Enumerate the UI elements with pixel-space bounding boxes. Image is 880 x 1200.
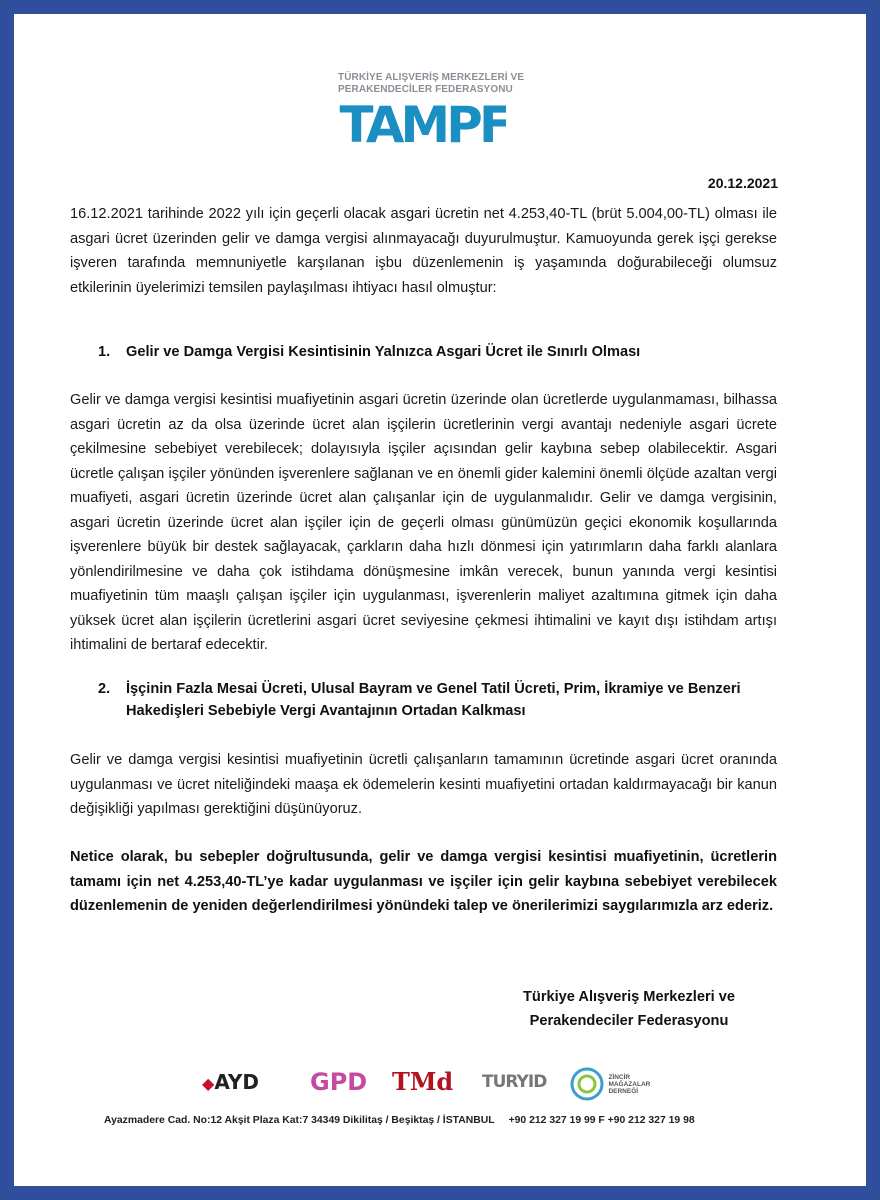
letter-page (14, 14, 866, 1186)
zmd-line3: DERNEĞİ (608, 1087, 639, 1095)
intro-paragraph: 16.12.2021 tarihinde 2022 yılı için geçerli olacak asgari ücretin net 4.253,40-TL (brüt 5.004,00-TL) olması ile asgari ücret üzerinden gelir ve damga vergisi alınmayacağı duyurulmuştur. Kamuoyunda gerek işçi gerekse işveren tarafında memnuniyetle karşılanan işbu düzenlemenin iş yaşamında doğurabileceği olumsuz etkilerinin üyelerimizi temsilen paylaşılması ihtiyacı hasıl olmuştur: (70, 206, 777, 296)
closing-paragraph: Netice olarak, bu sebepler doğrultusunda, gelir ve damga vergisi kesintisi muafiyetinin, ücretlerin tamamı için net 4.253,40-TL’ye kadar uygulanması ve işçiler için gelir kaybına sebebiyet verebilecek düzenlemenin de yeniden değerlendirilmesi yönündeki talep ve önerilerimizi saygılarımızla arz ederiz. (70, 849, 777, 914)
section2-number: 2. (98, 681, 111, 697)
section2-paragraph: Gelir ve damga vergisi kesintisi muafiyetinin ücretli çalışanların tamamının ücretinde asgari ücret oranında uygulanması ve ücret niteliğindeki maaşa ek ödemelerin kesinti muafiyetini ortadan kaldırmayacağı bir kanun değişikliği yapılması gerektiğini düşünüyoruz. (70, 752, 777, 817)
turyid-logo-text: TURYID (482, 1072, 547, 1092)
footer-contact (104, 1115, 784, 1126)
footer-phone: +90 212 327 19 99 F +90 212 327 19 98 (508, 1115, 695, 1126)
zmd-logo (570, 1067, 670, 1111)
zmd-logo-text (608, 1074, 650, 1095)
signature-line1: Türkiye Alışveriş Merkezleri ve (522, 989, 735, 1005)
ayd-logo-text: AYD (214, 1070, 259, 1094)
letter-date: 20.12.2021 (707, 175, 778, 191)
member-logos (202, 1067, 682, 1111)
section2-heading (98, 678, 788, 722)
section1-heading (98, 341, 788, 363)
section2-title-line2: Hakedişleri Sebebiyle Vergi Avantajının Ortadan Kalkması (126, 703, 526, 719)
logo-wordmark: TAMPF (339, 100, 506, 146)
logo-org-line2: PERAKENDECİLER FEDERASYONU (338, 84, 513, 95)
zmd-line2: MAĞAZALAR (608, 1080, 651, 1088)
signature-block (484, 985, 774, 1033)
logo-mark (336, 100, 506, 146)
signature-line2: Perakendeciler Federasyonu (529, 1013, 729, 1029)
section1-number: 1. (98, 344, 111, 360)
zmd-circle-icon (570, 1067, 604, 1101)
section2-title-line1: İşçinin Fazla Mesai Ücreti, Ulusal Bayram ve Genel Tatil Ücreti, Prim, İkramiye ve Benzeri (126, 681, 741, 697)
tmd-logo (392, 1067, 462, 1111)
gpd-logo-text: GPD (310, 1068, 368, 1096)
tampf-logo (336, 72, 536, 151)
section1-title: Gelir ve Damga Vergisi Kesintisinin Yalnızca Asgari Ücret ile Sınırlı Olması (126, 344, 641, 360)
tmd-logo-text: TMd (392, 1067, 454, 1096)
ayd-logo (202, 1067, 282, 1111)
turyid-logo (482, 1067, 552, 1111)
ayd-diamond-icon: ◆ (202, 1076, 215, 1093)
gpd-logo (310, 1067, 370, 1111)
section1-paragraph: Gelir ve damga vergisi kesintisi muafiyetinin asgari ücretin üzerinde olan ücretlerde uygulanmaması, bilhassa asgari ücretin az da olsa üzerinde ücret alan işçilerin ücretlerinin vergi avantajı nedeniyle asgari ücrete çekilmesine sebebiyet verebilecek; dolayısıyla işçiler açısından gelir kaybına sebep olabilecektir. Asgari ücretle çalışan işçiler yönünden işverenlere sağlanan ve en önemli gider kalemini önemli ölçüde azaltan vergi muafiyeti, asgari ücretin üzerinde ücret alan çalışanlar için de uygulanmalıdır. Gelir ve damga vergisinin, asgari ücretin üzerinde ücret alan işçiler için de geçerli olması günümüzün geçici ekonomik koşullarında işverenlere büyük bir destek sağlayacak, çarkların daha hızlı dönmesi için yatırımların daha farklı alanlara yönlendirilmesine ve daha çok istihdama dönüşmesine imkân verecek, bunun yanında vergi kesintisi muafiyetinin tüm maaşlı çalışan işçiler için uygulanması, işverenlerin maliyet azaltımına gitmek için daha yüksek ücret alan işçilerin ücretlerini asgari ücret seviyesine çekmesi ihtimalini ve kayıt dışı istihdam artışı ihtimalini de bertaraf edecektir. (70, 392, 777, 653)
logo-org-line1: TÜRKİYE ALIŞVERİŞ MERKEZLERİ VE (338, 72, 525, 83)
footer-address: Ayazmadere Cad. No:12 Akşit Plaza Kat:7 34349 Dikilitaş / Beşiktaş / İSTANBUL (104, 1115, 495, 1126)
zmd-line1: ZİNCİR (608, 1073, 631, 1081)
